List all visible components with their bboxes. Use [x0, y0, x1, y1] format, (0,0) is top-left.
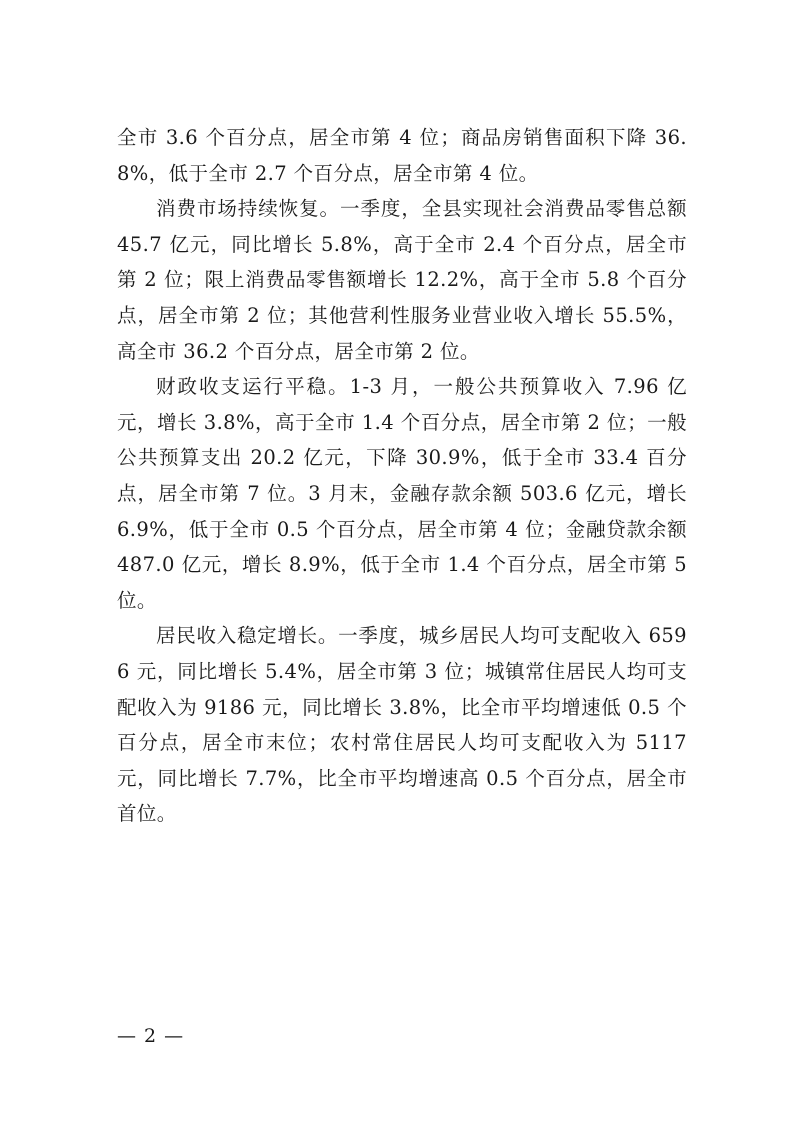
- paragraph-fiscal-revenue: 财政收支运行平稳。1-3 月，一般公共预算收入 7.96 亿元，增长 3.8%，高于全市 1.4 个百分点，居全市第 2 位；一般公共预算支出 20.2 亿元，下降 30.9%，低于全市 33.4 百分点，居全市第 7 位。3 月末，金融存款余额 503.6 亿元，增长 6.9%，低于全市 0.5 个百分点，居全市第 4 位；金融贷款余额 487.0 亿元，增长 8.9%，低于全市 1.4 个百分点，居全市第 5 位。: [117, 375, 687, 612]
- document-body: [117, 120, 687, 832]
- paragraph-resident-income: 居民收入稳定增长。一季度，城乡居民人均可支配收入 6596 元，同比增长 5.4%，居全市第 3 位；城镇常住居民人均可支配收入为 9186 元，同比增长 3.8%，比全市平均增速低 0.5 个百分点，居全市末位；农村常住居民人均可支配收入为 5117 元，同比增长 7.7%，比全市平均增速高 0.5 个百分点，居全市首位。: [117, 624, 687, 826]
- paragraph-consumer-market: 消费市场持续恢复。一季度，全县实现社会消费品零售总额 45.7 亿元，同比增长 5.8%，高于全市 2.4 个百分点，居全市第 2 位；限上消费品零售额增长 12.2%，高于全市 5.8 个百分点，居全市第 2 位；其他营利性服务业营业收入增长 55.5%，高全市 36.2 个百分点，居全市第 2 位。: [117, 197, 687, 363]
- paragraph-continuation: 全市 3.6 个百分点，居全市第 4 位；商品房销售面积下降 36.8%，低于全市 2.7 个百分点，居全市第 4 位。: [117, 126, 687, 185]
- page-number: — 2 —: [117, 1025, 185, 1047]
